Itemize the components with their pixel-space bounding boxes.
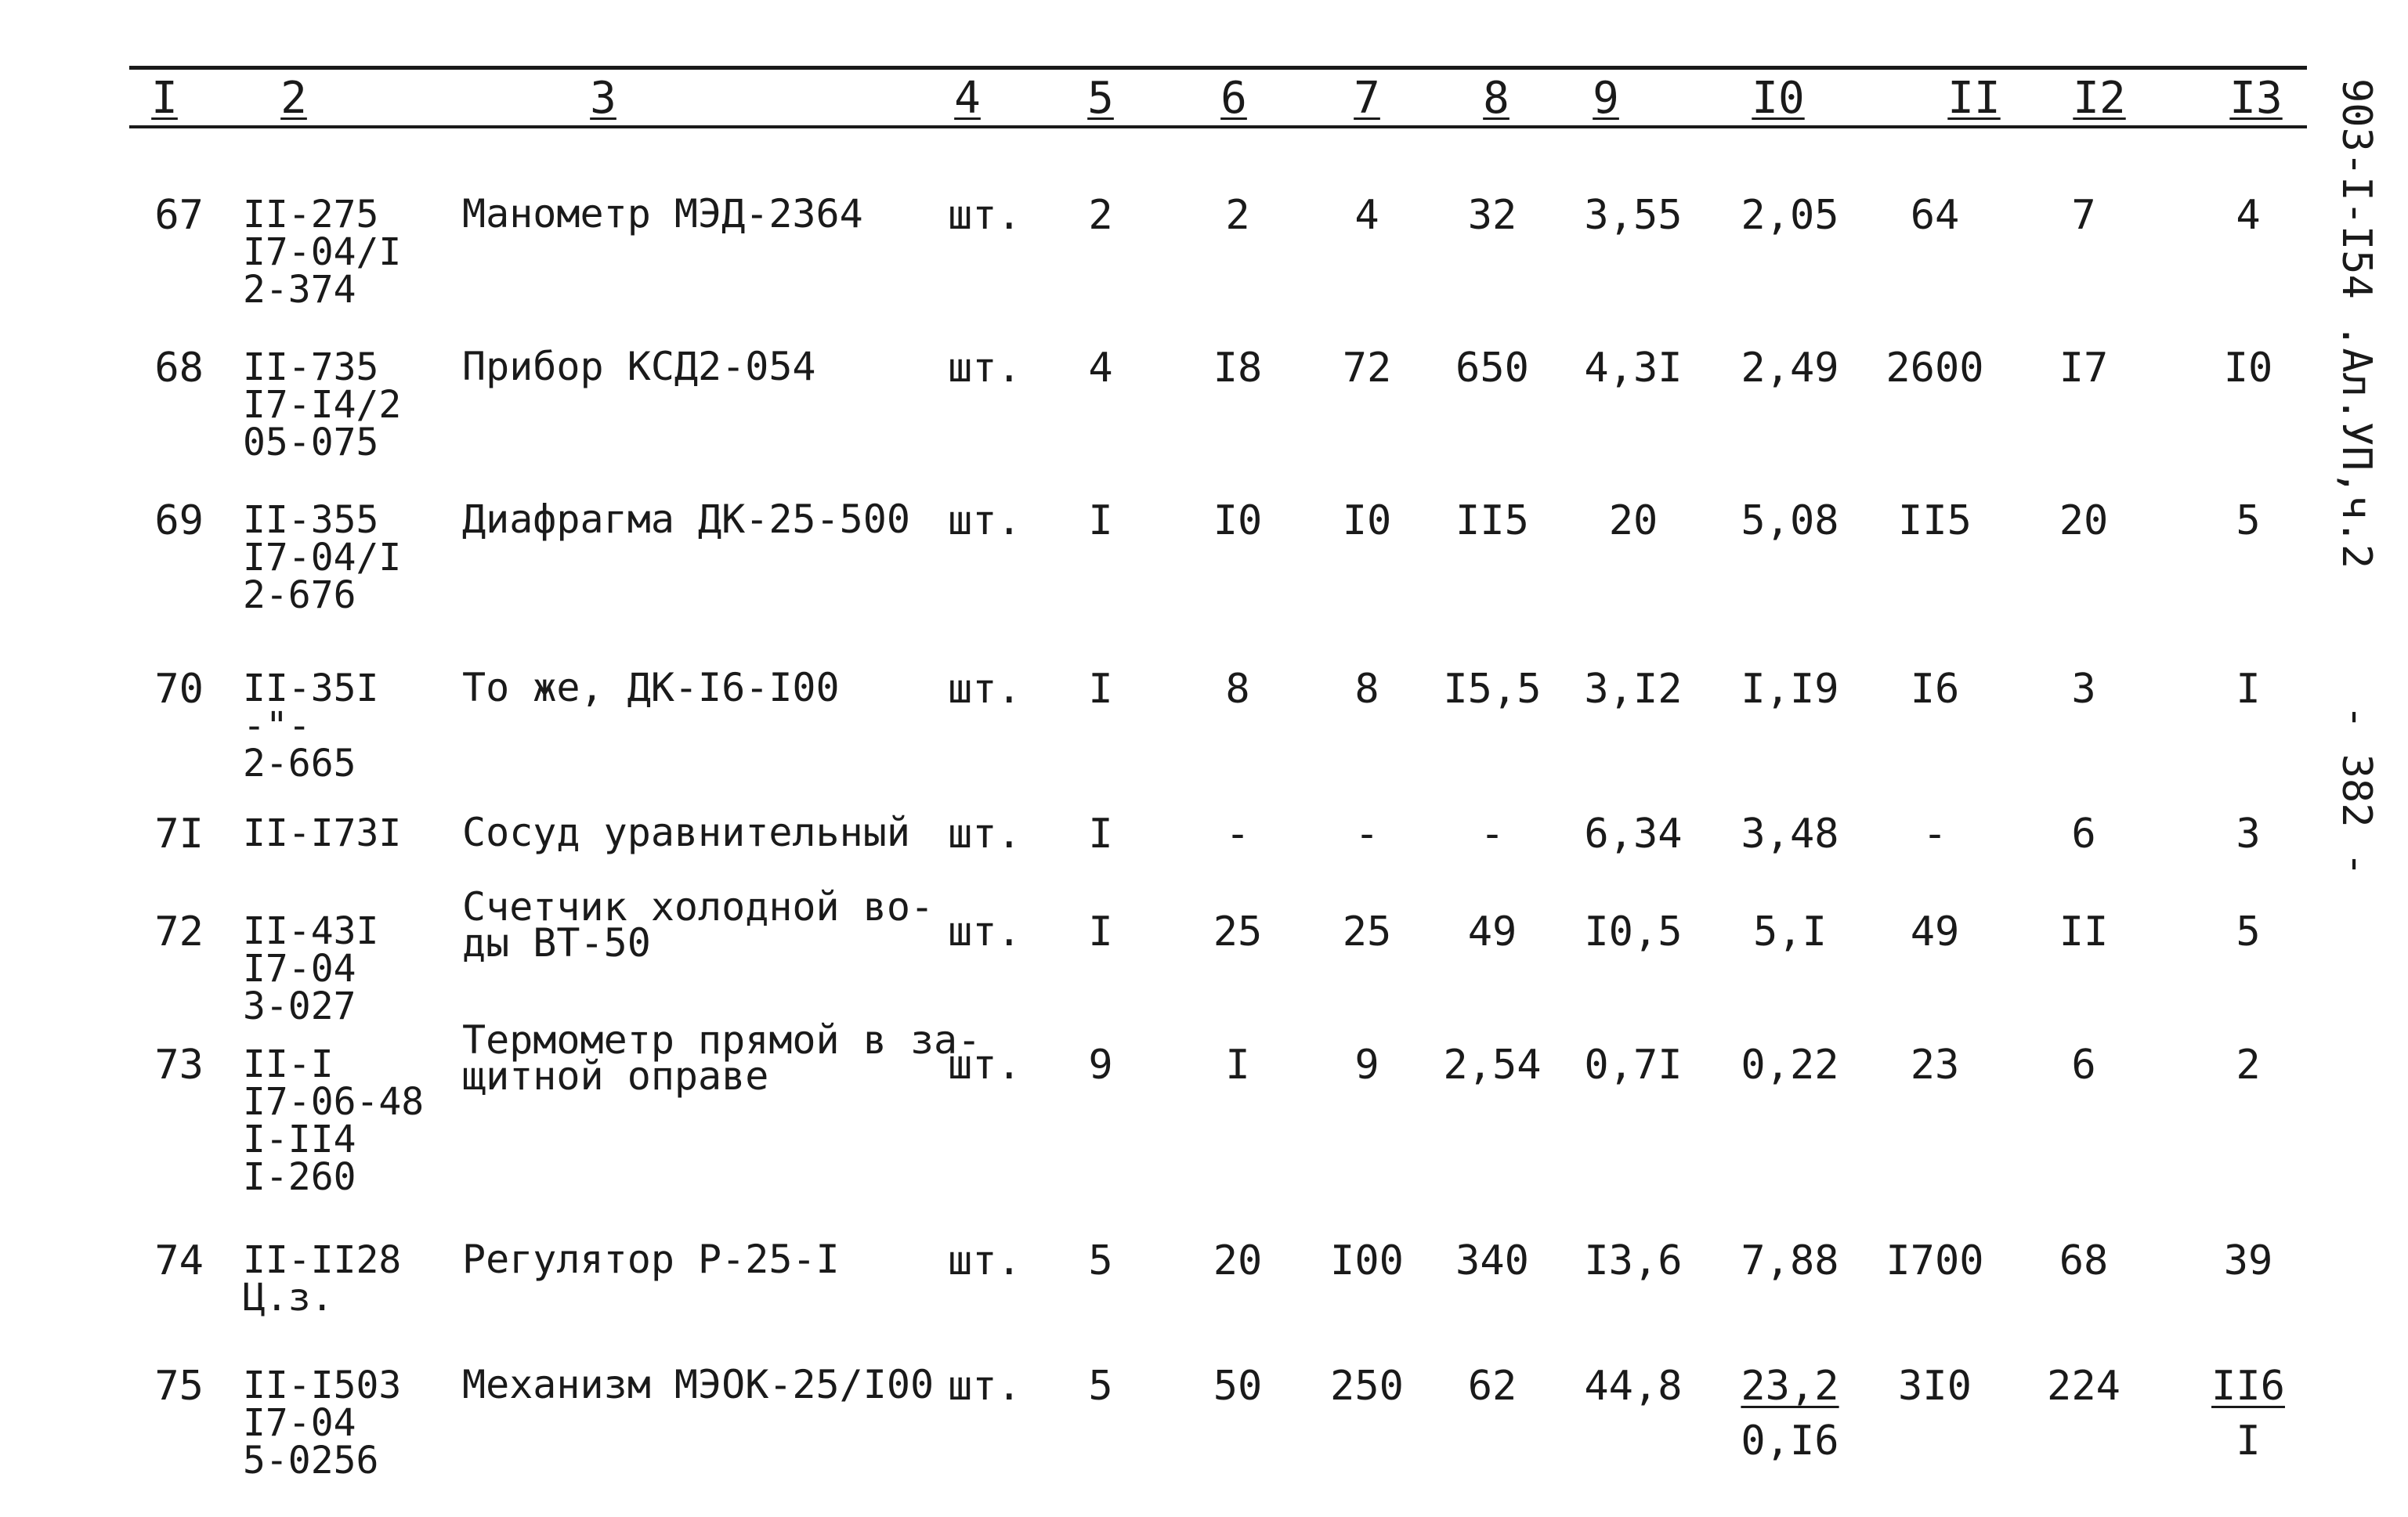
value-c12: I7 bbox=[2059, 345, 2109, 392]
value-c10: 0,22 bbox=[1741, 1042, 1839, 1089]
unit-cell: шт. bbox=[948, 1042, 1021, 1089]
price-code-line: 2-676 bbox=[243, 573, 356, 617]
price-code-line: 5-0256 bbox=[243, 1439, 379, 1483]
value-c7: 4 bbox=[1354, 192, 1379, 239]
price-code-line: I7-04/I bbox=[243, 536, 402, 580]
value-c7: 72 bbox=[1342, 345, 1392, 392]
item-name-line: Механизм МЭОК-25/I00 bbox=[462, 1362, 935, 1407]
value-c11: - bbox=[1922, 811, 1947, 858]
value-c7: - bbox=[1354, 811, 1379, 858]
col-header-8: 8 bbox=[1483, 73, 1510, 124]
value-c13: 5 bbox=[2236, 497, 2261, 544]
value-c9: 3,55 bbox=[1584, 192, 1683, 239]
item-name-line: Сосуд уравнительный bbox=[462, 810, 910, 855]
value-c11: 49 bbox=[1910, 908, 1960, 955]
value-c6: I0 bbox=[1213, 497, 1263, 544]
value-c5: I bbox=[1088, 908, 1113, 955]
item-name-line: ды ВТ-50 bbox=[462, 920, 651, 966]
side-page-number: - 382 - bbox=[2333, 705, 2380, 877]
value-c5: 9 bbox=[1088, 1042, 1113, 1089]
value-c11: II5 bbox=[1898, 497, 1972, 544]
value-c8: II5 bbox=[1455, 497, 1529, 544]
row-number: 67 bbox=[154, 192, 204, 239]
col-header-6: 6 bbox=[1220, 73, 1247, 124]
value-c10: 2,49 bbox=[1741, 345, 1839, 392]
value-c11: 2600 bbox=[1886, 345, 1984, 392]
value-c8: - bbox=[1480, 811, 1505, 858]
value-c5: I bbox=[1088, 811, 1113, 858]
unit-cell: шт. bbox=[948, 1363, 1021, 1410]
unit-cell: шт. bbox=[948, 1237, 1021, 1284]
row-number: 70 bbox=[154, 666, 204, 713]
value-c10: 7,88 bbox=[1741, 1237, 1839, 1284]
value-c12: II bbox=[2059, 908, 2109, 955]
row-number: 73 bbox=[154, 1042, 204, 1089]
price-code-line: 2-665 bbox=[243, 742, 356, 786]
value-c6: 8 bbox=[1225, 666, 1250, 713]
value-c8: I5,5 bbox=[1443, 666, 1542, 713]
item-name-line: То же, ДК-I6-I00 bbox=[462, 665, 840, 710]
value-c11: 23 bbox=[1910, 1042, 1960, 1089]
item-name-line: щитной оправе bbox=[462, 1053, 769, 1099]
price-code-line: 3-027 bbox=[243, 984, 356, 1028]
value-c5: 5 bbox=[1088, 1237, 1113, 1284]
col-header-12: I2 bbox=[2073, 73, 2126, 124]
price-code-line: I7-04 bbox=[243, 1401, 356, 1445]
value-c10: 5,08 bbox=[1741, 497, 1839, 544]
item-name-line: Регулятор Р-25-I bbox=[462, 1237, 840, 1282]
unit-cell: шт. bbox=[948, 497, 1021, 544]
value-c7: I0 bbox=[1342, 497, 1392, 544]
col-header-9: 9 bbox=[1593, 73, 1619, 124]
value-c12: 224 bbox=[2047, 1363, 2121, 1410]
value-c12: 20 bbox=[2059, 497, 2109, 544]
value-c9: 6,34 bbox=[1584, 811, 1683, 858]
value-c7: 9 bbox=[1354, 1042, 1379, 1089]
value-c10: 3,48 bbox=[1741, 811, 1839, 858]
unit-cell: шт. bbox=[948, 811, 1021, 858]
value-c6: I8 bbox=[1213, 345, 1263, 392]
value-c13: 5 bbox=[2236, 908, 2261, 955]
item-name-line: Прибор КСД2-054 bbox=[462, 344, 816, 389]
unit-cell: шт. bbox=[948, 345, 1021, 392]
price-code-line: II-35I bbox=[243, 666, 379, 710]
value-c8: 32 bbox=[1467, 192, 1517, 239]
value-c13: II6 bbox=[2211, 1363, 2285, 1410]
value-c7: 250 bbox=[1330, 1363, 1404, 1410]
col-header-3: 3 bbox=[590, 73, 616, 124]
value-c10: 5,I bbox=[1753, 908, 1827, 955]
side-document-code: 903-I-I54 .Ал.УП,ч.2 bbox=[2333, 78, 2380, 569]
price-code-line: I7-I4/2 bbox=[243, 383, 402, 427]
value-c11: 3I0 bbox=[1898, 1363, 1972, 1410]
value-c5: 2 bbox=[1088, 192, 1113, 239]
price-code-line: I7-04 bbox=[243, 947, 356, 991]
value-c5: 4 bbox=[1088, 345, 1113, 392]
value-c10: 23,2 bbox=[1741, 1363, 1839, 1410]
item-name-line: Манометр МЭД-2364 bbox=[462, 191, 863, 237]
col-header-11: II bbox=[1947, 73, 2001, 124]
value-c9: 3,I2 bbox=[1584, 666, 1683, 713]
value-c13: 3 bbox=[2236, 811, 2261, 858]
value-c5: I bbox=[1088, 666, 1113, 713]
col-header-4: 4 bbox=[954, 73, 981, 124]
value-c7: 8 bbox=[1354, 666, 1379, 713]
price-code-line: 2-374 bbox=[243, 268, 356, 312]
value-c12: 3 bbox=[2071, 666, 2096, 713]
value-c9: 0,7I bbox=[1584, 1042, 1683, 1089]
value-c7: 25 bbox=[1342, 908, 1392, 955]
row-number: 68 bbox=[154, 345, 204, 392]
unit-cell: шт. bbox=[948, 666, 1021, 713]
row-number: 7I bbox=[154, 811, 204, 858]
price-code-line: II-275 bbox=[243, 193, 379, 237]
value-c13: 2 bbox=[2236, 1042, 2261, 1089]
value-c11: I700 bbox=[1886, 1237, 1984, 1284]
row-number: 69 bbox=[154, 497, 204, 544]
value-c12: 7 bbox=[2071, 192, 2096, 239]
value-c6: I bbox=[1225, 1042, 1250, 1089]
item-name-line: Термометр прямой в за- bbox=[462, 1017, 982, 1063]
unit-cell: шт. bbox=[948, 908, 1021, 955]
value-c6: 2 bbox=[1225, 192, 1250, 239]
row-number: 75 bbox=[154, 1363, 204, 1410]
price-code-line: I-II4 bbox=[243, 1118, 356, 1161]
value-c8: 62 bbox=[1467, 1363, 1517, 1410]
value-c8: 340 bbox=[1455, 1237, 1529, 1284]
price-code-line: -"- bbox=[243, 704, 311, 748]
value-c9: I3,6 bbox=[1584, 1237, 1683, 1284]
price-code-line: 05-075 bbox=[243, 421, 379, 464]
item-name-line: Счетчик холодной во- bbox=[462, 884, 935, 930]
value-c13: I bbox=[2236, 666, 2261, 713]
value-c13: I0 bbox=[2223, 345, 2273, 392]
value-c5: 5 bbox=[1088, 1363, 1113, 1410]
value-c9: I0,5 bbox=[1584, 908, 1683, 955]
value-c13-lower: I bbox=[2236, 1418, 2261, 1465]
value-c13: 39 bbox=[2223, 1237, 2273, 1284]
price-code-line: II-I bbox=[243, 1042, 334, 1086]
value-c11: 64 bbox=[1910, 192, 1960, 239]
col-header-1: I bbox=[151, 73, 178, 124]
value-c8: 650 bbox=[1455, 345, 1529, 392]
price-code-line: II-I503 bbox=[243, 1363, 402, 1407]
price-code-line: I7-04/I bbox=[243, 230, 402, 274]
header-bottom-rule bbox=[129, 125, 2307, 128]
value-c13: 4 bbox=[2236, 192, 2261, 239]
price-code-line: I-260 bbox=[243, 1155, 356, 1199]
row-number: 72 bbox=[154, 908, 204, 955]
value-c9: 4,3I bbox=[1584, 345, 1683, 392]
value-c6: 50 bbox=[1213, 1363, 1263, 1410]
value-c6: 25 bbox=[1213, 908, 1263, 955]
item-name-line: Диафрагма ДК-25-500 bbox=[462, 497, 910, 542]
price-code-line: II-I73I bbox=[243, 811, 402, 855]
value-c11: I6 bbox=[1910, 666, 1960, 713]
value-c9: 44,8 bbox=[1584, 1363, 1683, 1410]
col-header-5: 5 bbox=[1087, 73, 1114, 124]
header-top-rule bbox=[129, 66, 2307, 70]
col-header-2: 2 bbox=[280, 73, 307, 124]
col-header-13: I3 bbox=[2229, 73, 2283, 124]
row-number: 74 bbox=[154, 1237, 204, 1284]
value-c12: 6 bbox=[2071, 1042, 2096, 1089]
value-c6: 20 bbox=[1213, 1237, 1263, 1284]
price-code-line: II-II28 bbox=[243, 1238, 402, 1282]
value-c6: - bbox=[1225, 811, 1250, 858]
price-code-line: Ц.з. bbox=[243, 1276, 334, 1320]
unit-cell: шт. bbox=[948, 192, 1021, 239]
value-c12: 68 bbox=[2059, 1237, 2109, 1284]
price-code-line: I7-06-48 bbox=[243, 1080, 425, 1124]
value-c10: I,I9 bbox=[1741, 666, 1839, 713]
value-c12: 6 bbox=[2071, 811, 2096, 858]
value-c10: 2,05 bbox=[1741, 192, 1839, 239]
col-header-7: 7 bbox=[1354, 73, 1380, 124]
value-c5: I bbox=[1088, 497, 1113, 544]
col-header-10: I0 bbox=[1752, 73, 1805, 124]
value-c10-lower: 0,I6 bbox=[1741, 1418, 1839, 1465]
price-code-line: II-735 bbox=[243, 345, 379, 389]
value-c8: 2,54 bbox=[1443, 1042, 1542, 1089]
price-code-line: II-355 bbox=[243, 498, 379, 542]
price-code-line: II-43I bbox=[243, 909, 379, 953]
value-c9: 20 bbox=[1608, 497, 1658, 544]
value-c7: I00 bbox=[1330, 1237, 1404, 1284]
value-c8: 49 bbox=[1467, 908, 1517, 955]
